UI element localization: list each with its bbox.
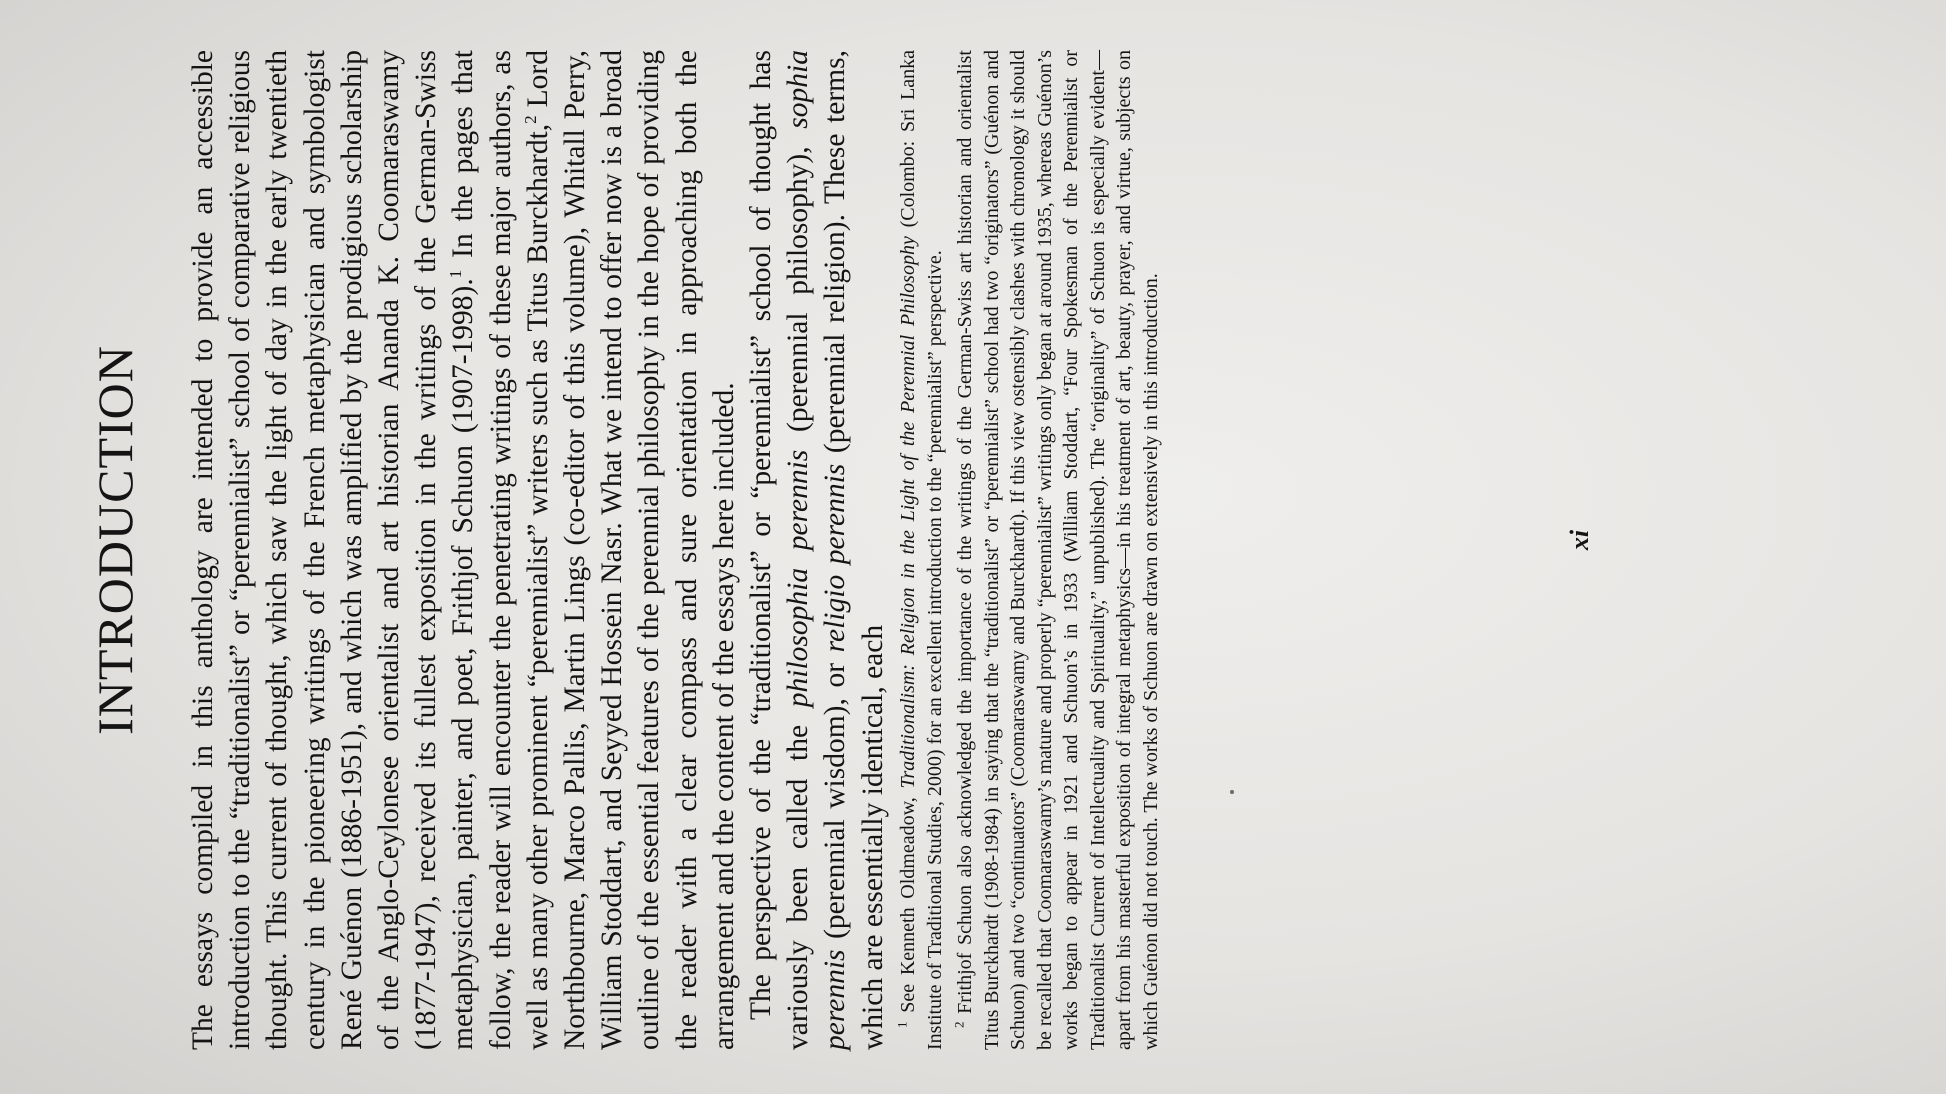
paragraph-1-part-b: In the pages that follow, the reader will encounter the penetrating writings of these major authors, as well as many other prominent “perennialist” writers such as Titus Burckhardt, — [447, 50, 554, 1050]
paragraph-2-part-d: (perennial religion). These terms, which are essentially identical, each — [819, 50, 889, 1050]
footnote-1-part-a: See Kenneth Oldmeadow, — [897, 788, 919, 1022]
footnote-ref-1: 1 — [446, 269, 466, 279]
paragraph-2-latin-1: philosophia perennis — [782, 449, 815, 708]
rotated-book-page — [85, 30, 1785, 1050]
footnote-1 — [895, 50, 948, 1050]
footnote-2 — [952, 50, 1164, 1050]
paragraph-2-latin-3: religio perennis — [819, 463, 852, 653]
paragraph-2-part-b: (perennial philosophy), — [782, 128, 815, 450]
paragraph-2-latin-2: sophia perennis — [782, 50, 852, 1050]
footnote-1-number: 1 — [894, 1021, 910, 1028]
footnotes — [895, 50, 1164, 1050]
page-number: xi — [1565, 529, 1594, 551]
paragraph-1 — [185, 50, 743, 1050]
footnote-1-part-b: (Colombo: Sri Lanka Institute of Traditional Studies, 2000) for an excellent introduction to the “perennialist” perspective. — [897, 50, 946, 1050]
footnote-2-number: 2 — [951, 1021, 967, 1028]
paragraph-2-part-a: The perspective of the “traditionalist” or “perennialist” school of thought has variously been called the — [745, 50, 815, 1050]
page-heading: INTRODUCTION — [87, 345, 143, 735]
paragraph-2-part-c: (perennial wisdom), or — [819, 652, 852, 950]
paragraph-1-part-c: Lord Northbourne, Marco Pallis, Martin Lings (co-editor of this volume), Whitall Perry, William Stoddart, and Seyyed Hossein Nasr. What we intend to offer now is a broad outline of the essential features of the perennial philosophy in the hope of providing the reader with a clear compass and sure orientation in approaching both the arrangement and the content of the essays here included. — [521, 49, 740, 1050]
footnote-2-text: Frithjof Schuon also acknowledged the importance of the writings of the German-Swiss art historian and orientalist Titus Burckhardt (1908-1984) in saying that the “traditionalist” or “perennialist” school had two “originators” (Guénon and Schuon) and two “continuators” (Coomaraswamy and Burckhardt). If this view ostensibly clashes with chronology it should be recalled that Coomaraswamy’s mature and properly “perennialist” writings only began at around 1935, whereas Guénon’s works began to appear in 1921 and Schuon’s in 1933 (William Stoddart, “Four Spokesman of the Perennialist or Traditionalist Current of Intellectuality and Spirituality,” unpublished). The “originality” of Schuon is especially evident—apart from his masterful exposition of integral metaphysics—in his treatment of art, beauty, prayer, and virtue, subjects on which Guénon did not touch. The works of Schuon are drawn on extensively in this introduction. — [954, 50, 1162, 1050]
footnote-ref-2: 2 — [521, 115, 540, 124]
paragraph-2 — [743, 50, 892, 1050]
ink-dot — [1230, 790, 1234, 794]
footnote-1-book-title: Traditionalism: Religion in the Light of the Perennial Philosophy — [897, 236, 919, 789]
paragraph-1-part-a: The essays compiled in this anthology are intended to provide an accessible introduction to the “traditionalist” or “perennialist” school of comparative religious thought. This current of thought, which saw the light of day in the early twentieth century in the pioneering writings of the French metaphysician and symbologist René Guénon (1886-1951), and which was amplified by the prodigious scholarship of the Anglo-Ceylonese orientalist and art historian Ananda K. Coomaraswamy (1877-1947), received its fullest exposition in the writings of the German-Swiss metaphysician, painter, and poet, Frithjof Schuon (1907-1998). — [187, 50, 480, 1050]
body-text — [185, 50, 892, 1050]
